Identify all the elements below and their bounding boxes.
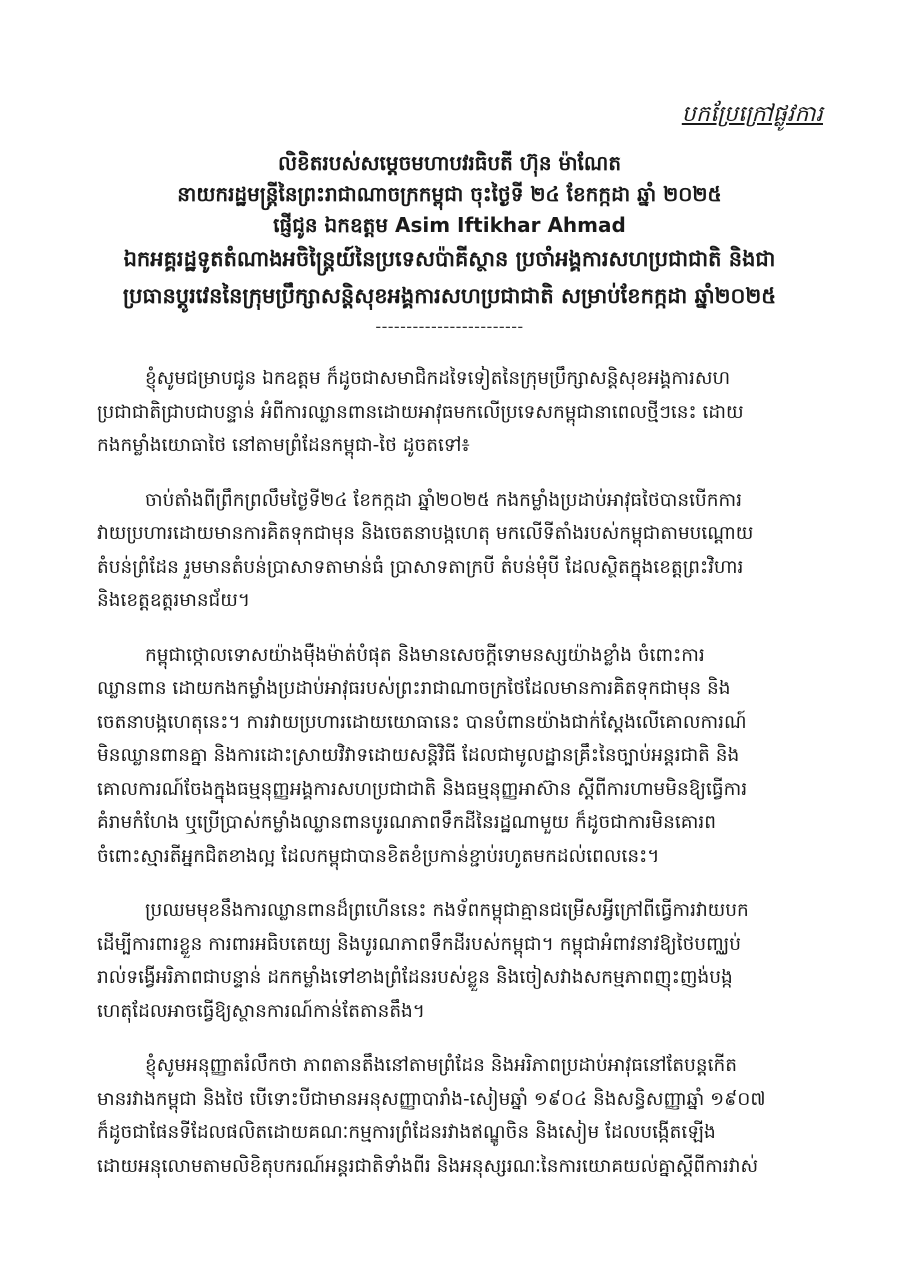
paragraph-line: តំបន់ព្រំដែន រួមមានតំបន់ប្រាសាទតាមាន់ធំ ប្រាសាទតាក្របី តំបន់មុំបី ដែលស្ថិតក្នុងខេត្តព្រះវិហារ <box>97 556 744 578</box>
letter-title-block <box>60 148 839 336</box>
paragraph-line: ចាប់តាំងពីព្រឹកព្រលឹមថ្ងៃទី២៤ ខែកក្កដា ឆ្នាំ២០២៥ កងកម្លាំងប្រដាប់អាវុធថៃបានបើកការ <box>145 489 742 511</box>
paragraph-line: រាល់ទង្វើអរិភាពជាបន្ទាន់ ដកកម្លាំងទៅខាងព្រំដែនរបស់ខ្លួន និងចៀសវាងសកម្មភាពញុះញង់បង្ក <box>97 967 733 988</box>
paragraph-line: ក៏ដូចជាផែនទីដែលផលិតដោយគណៈកម្មការព្រំដែនរវាងឥណ្ឌូចិន និងសៀម ដែលបង្កើតឡើង <box>97 1122 716 1143</box>
paragraph-line: មានរវាងកម្ពុជា និងថៃ បើទោះបីជាមានអនុសញ្ញាបារាំង-សៀមឆ្នាំ ១៩០៤ និងសន្ធិសញ្ញាឆ្នាំ ១៩០៧ <box>97 1088 766 1110</box>
unofficial-translation-label: បកប្រែក្រៅផ្លូវការ <box>681 102 823 127</box>
title-line-1: លិខិតរបស់សម្តេចមហាបវរធិបតី ហ៊ុន ម៉ាណែត <box>277 151 622 175</box>
paragraph-5 <box>97 1049 823 1183</box>
paragraph-line: ចំពោះស្មារតីអ្នកជិតខាងល្អ ដែលកម្ពុជាបានខិតខំប្រកាន់ខ្ជាប់រហូតមកដល់ពេលនេះ។ <box>97 845 660 867</box>
paragraph-line: ដោយអនុលោមតាមលិខិតុបករណ៍អន្តរជាតិទាំងពីរ និងអនុស្សរណៈនៃការយោគយល់គ្នាស្តីពីការវាស់ <box>97 1155 759 1177</box>
title-line-5: ប្រធានប្តូរវេននៃក្រុមប្រឹក្សាសន្តិសុខអង្គការសហប្រជាជាតិ សម្រាប់ខែកក្កដា ឆ្នាំ២០២៥ <box>122 284 777 308</box>
title-line-2: នាយករដ្ឋមន្ត្រីនៃព្រះរាជាណាចក្រកម្ពុជា ចុះថ្ងៃទី ២៤ ខែកក្កដា ឆ្នាំ ២០២៥ <box>177 182 722 206</box>
title-divider: ------------------------ <box>375 317 524 336</box>
paragraph-line: កងកម្លាំងយោធាថៃ នៅតាមព្រំដែនកម្ពុជា-ថៃ ដូចតទៅ៖ <box>97 435 470 456</box>
paragraph-line: មិនឈ្លានពានគ្នា និងការដោះស្រាយវិវាទដោយសន្តិវិធី ដែលជាមូលដ្ឋានគ្រឹះនៃច្បាប់អន្តរជាតិ និង <box>97 745 740 766</box>
paragraph-line: ដើម្បីការពារខ្លួន ការពារអធិបតេយ្យ និងបូរណភាពទឹកដីរបស់កម្ពុជា។ កម្ពុជាអំពាវនាវឱ្យថៃបញ្ឈប់ <box>97 933 742 955</box>
title-line-3: ផ្ញើជូន ឯកឧត្តម Asim Iftikhar Ahmad <box>273 213 626 237</box>
paragraph-line: ឈ្លានពាន ដោយកងកម្លាំងប្រដាប់អាវុធរបស់ព្រះរាជាណាចក្រថៃដែលមានការគិតទុកជាមុន និង <box>97 678 731 699</box>
title-line-4: ឯកអគ្គរដ្ឋទូតតំណាងអចិន្ត្រៃយ៍នៃប្រទេសប៉ាគីស្ថាន ប្រចាំអង្គការសហប្រជាជាតិ និងជា <box>123 247 776 271</box>
paragraph-line: ប្រឈមមុខនឹងការឈ្លានពានដ៏ព្រហើននេះ កងទ័ពកម្ពុជាគ្មានជម្រើសអ្វីក្រៅពីធ្វើការវាយបក <box>145 900 749 921</box>
paragraph-3 <box>97 639 823 874</box>
paragraph-line: វាយប្រហារដោយមានការគិតទុកជាមុន និងចេតនាបង្កហេតុ មកលើទីតាំងរបស់កម្ពុជាតាមបណ្តោយ <box>97 523 754 544</box>
paragraph-line: ចេតនាបង្កហេតុនេះ។ ការវាយប្រហារដោយយោធានេះ បានបំពានយ៉ាងជាក់ស្តែងលើគោលការណ៍ <box>97 711 747 733</box>
paragraph-line: កម្ពុជាថ្កោលទោសយ៉ាងម៉ឺងម៉ាត់បំផុត និងមានសេចក្តីទោមនស្សយ៉ាងខ្លាំង ចំពោះការ <box>145 644 705 666</box>
paragraph-line: ប្រជាជាតិជ្រាបជាបន្ទាន់ អំពីការឈ្លានពានដោយអាវុធមកលើប្រទេសកម្ពុជានាពេលថ្មីៗនេះ ដោយ <box>97 401 744 423</box>
paragraph-line: ខ្ញុំសូមអនុញ្ញាតរំលឹកថា ភាពតានតឹងនៅតាមព្រំដែន និងអរិភាពប្រដាប់អាវុធនៅតែបន្តកើត <box>145 1055 737 1076</box>
paragraph-line: ហេតុដែលអាចធ្វើឱ្យស្ថានការណ៍កាន់តែតានតឹង។ <box>97 1000 425 1022</box>
paragraph-line: គោលការណ៍ចែងក្នុងធម្មនុញ្ញអង្គការសហប្រជាជាតិ និងធម្មនុញ្ញអាស៊ាន ស្តីពីការហាមមិនឱ្យធ្វើការ <box>97 778 748 800</box>
paragraph-line: និងខេត្តឧត្តរមានជ័យ។ <box>97 590 251 611</box>
letter-body <box>97 362 823 1204</box>
paragraph-4 <box>97 894 823 1028</box>
paragraph-line: ខ្ញុំសូមជម្រាបជូន ឯកឧត្តម ក៏ដូចជាសមាជិកដទៃទៀតនៃក្រុមប្រឹក្សាសន្តិសុខអង្គការសហ <box>145 368 731 389</box>
paragraph-2 <box>97 484 823 618</box>
paragraph-line: គំរាមកំហែង ឬប្រើប្រាស់កម្លាំងឈ្លានពានបូរណភាពទឹកដីនៃរដ្ឋណាមួយ ក៏ដូចជាការមិនគោរព <box>97 812 716 833</box>
paragraph-1 <box>97 362 823 463</box>
